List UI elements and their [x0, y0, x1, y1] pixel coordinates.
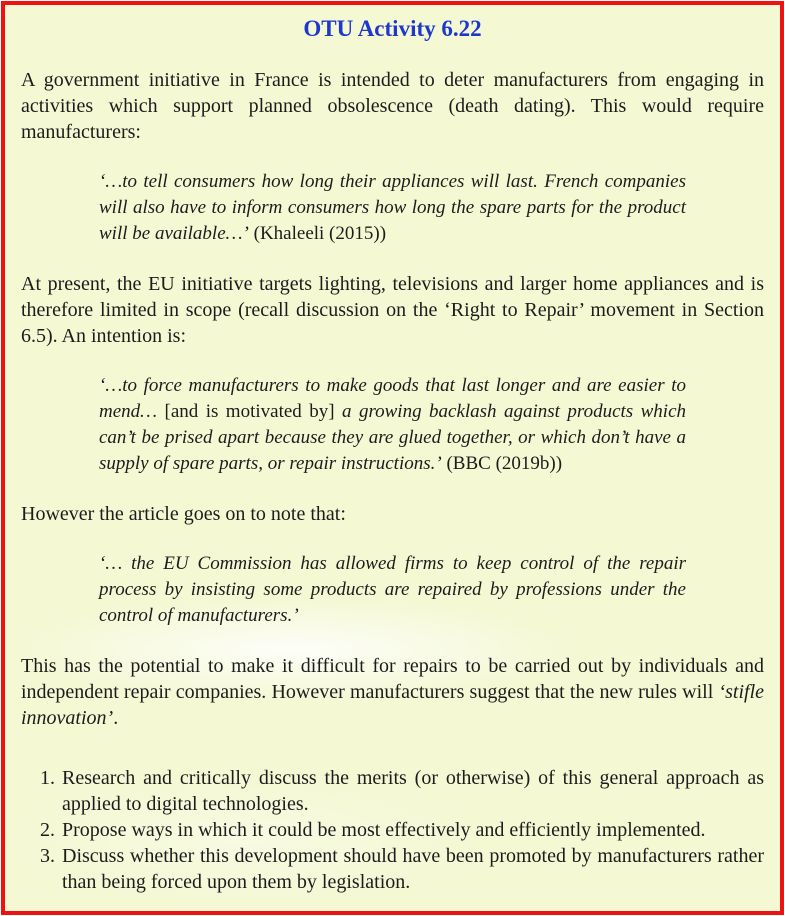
paragraph-potential-pre: This has the potential to make it difficult for repairs to be carried out by individuals and independent repair companies. However manufacturers suggest that the new rules will: [21, 655, 764, 703]
quote-bbc-italic-2: a growing backlash against products which can’t be prised apart because they are glued together, or which don’t have a supply of spare parts, or repair instructions.’: [99, 401, 686, 474]
task-list: [21, 765, 764, 895]
quote-khaleeli: [99, 169, 686, 247]
quote-commission-text: ‘… the EU Commission has allowed firms to keep control of the repair process by insisting some products are repaired by professions under the control of manufacturers.’: [99, 553, 686, 626]
quote-bbc-citation: (BBC (2019b)): [441, 453, 563, 474]
activity-title: OTU Activity 6.22: [303, 16, 482, 41]
activity-box: [1, 1, 784, 915]
paragraph-potential: [21, 653, 764, 731]
quote-khaleeli-text: ‘…to tell consumers how long their appliances will last. French companies will also have to inform consumers how long the spare parts for the product will be available…’: [99, 171, 686, 244]
paragraph-potential-italic: ‘stifle innovation’: [21, 681, 764, 729]
task-item-1: 1. Research and critically discuss the merits (or otherwise) of this general approach as applied to digital technologies.: [60, 765, 764, 817]
paragraph-however: However the article goes on to note that:: [21, 503, 346, 525]
paragraph-potential-post: .: [113, 707, 119, 729]
paragraph-eu-initiative: At present, the EU initiative targets lighting, televisions and larger home appliances and is therefore limited in scope (recall discussion on the ‘Right to Repair’ movement in Section 6.5). An intention is:: [21, 273, 764, 347]
quote-bbc-bracket: [and is motivated by]: [164, 401, 342, 422]
quote-bbc: [99, 373, 686, 477]
quote-khaleeli-citation: (Khaleeli (2015)): [248, 223, 387, 244]
quote-commission: [99, 551, 686, 629]
task-item-3: 3. Discuss whether this development should have been promoted by manufacturers rather than being forced upon them by legislation.: [60, 843, 764, 895]
task-item-2: 2. Propose ways in which it could be most effectively and efficiently implemented.: [60, 817, 764, 843]
paragraph-intro: A government initiative in France is intended to deter manufacturers from engaging in activities which support planned obsolescence (death dating). This would require manufacturers:: [21, 69, 764, 143]
quote-bbc-italic-1: ‘…to force manufacturers to make goods that last longer and are easier to mend…: [99, 375, 686, 422]
